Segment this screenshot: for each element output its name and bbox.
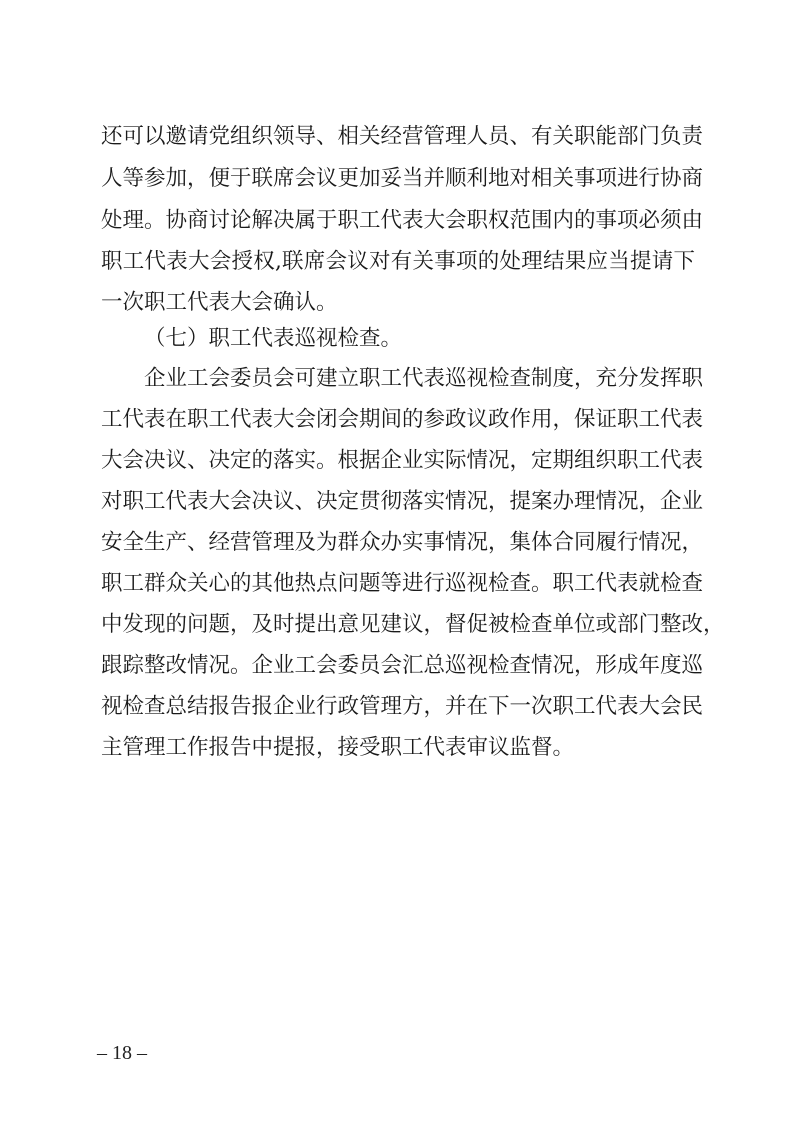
paragraph-2-line-9: 视检查总结报告报企业行政管理方，并在下一次职工代表大会民 (101, 694, 704, 719)
paragraph-2-line-8: 跟踪整改情况。企业工会委员会汇总巡视检查情况，形成年度巡 (101, 653, 704, 678)
paragraph-2-line-5: 安全生产、经营管理及为群众办实事情况，集体合同履行情况， (101, 530, 704, 555)
paragraph-2-line-3: 大会决议、决定的落实。根据企业实际情况，定期组织职工代表 (101, 448, 704, 473)
paragraph-2-line-10: 主管理工作报告中提报，接受职工代表审议监督。 (101, 735, 575, 760)
paragraph-2-line-4: 对职工代表大会决议、决定贯彻落实情况，提案办理情况，企业 (101, 489, 704, 514)
paragraph-1-line-5: 一次职工代表大会确认。 (101, 290, 338, 315)
paragraph-2-line-7: 中发现的问题，及时提出意见建议，督促被检查单位或部门整改， (101, 612, 725, 637)
paragraph-2-line-2: 工代表在职工代表大会闭会期间的参政议政作用，保证职工代表 (101, 407, 704, 432)
page-number: – 18 – (97, 1042, 147, 1064)
paragraph-1-line-3: 处理。协商讨论解决属于职工代表大会职权范围内的事项必须由 (101, 208, 704, 233)
paragraph-2-line-1: 企业工会委员会可建立职工代表巡视检查制度，充分发挥职 (144, 366, 704, 391)
paragraph-2-line-6: 职工群众关心的其他热点问题等进行巡视检查。职工代表就检查 (101, 571, 704, 596)
paragraph-1-line-1: 还可以邀请党组织领导、相关经营管理人员、有关职能部门负责 (101, 124, 704, 149)
paragraph-1-line-4: 职工代表大会授权,联席会议对有关事项的处理结果应当提请下 (101, 249, 695, 274)
paragraph-1-line-2: 人等参加，便于联席会议更加妥当并顺利地对相关事项进行协商 (101, 166, 704, 191)
section-heading: （七）职工代表巡视检查。 (144, 326, 403, 351)
